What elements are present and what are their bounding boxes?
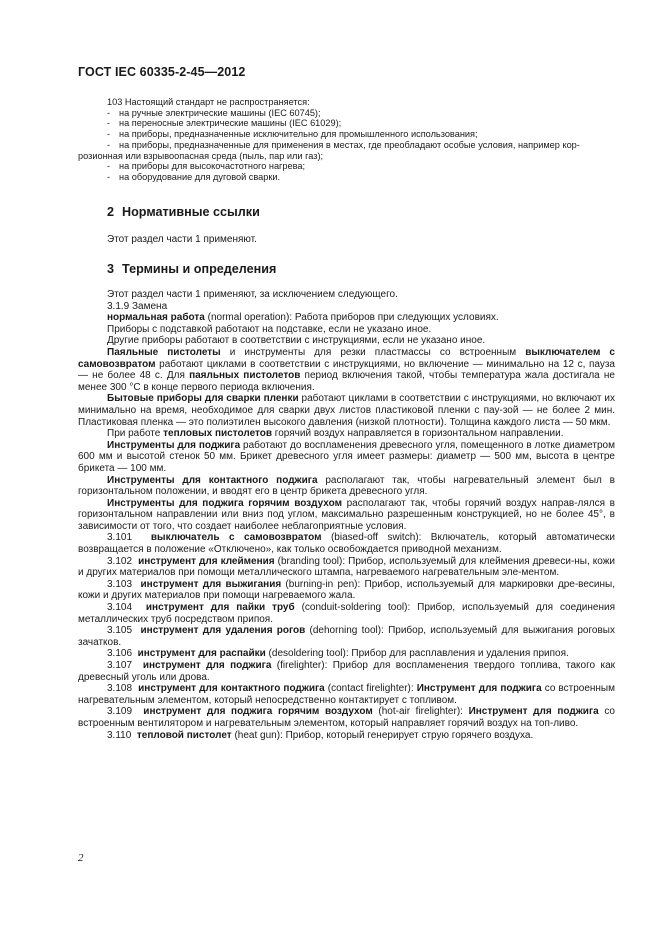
paragraph: Другие приборы работают в соответствии с инструкциями, если не указано иное. — [107, 335, 486, 347]
list-item: - на оборудование для дуговой сварки. — [107, 171, 281, 182]
section-number: 3 — [107, 262, 115, 276]
term: тепловой пистолет — [136, 729, 232, 741]
section-title: Термины и определения — [122, 262, 277, 276]
term: Инструменты для поджига — [107, 439, 241, 451]
term: выключателем с самовозвратом — [78, 346, 615, 370]
definition: 3.104 инструмент для пайки труб (conduit-soldering tool): Прибор, используемый для соединения металлических труб посредством припоя. — [78, 602, 615, 625]
term: Инструменты для поджига горячим воздухом — [107, 497, 342, 509]
term: тепловых пистолетов — [163, 428, 273, 440]
paragraph: Приборы с подставкой работают на подставке, если не указано иное. — [107, 323, 432, 335]
list-item: - на переносные электрические машины (IEC 61029); — [107, 118, 342, 129]
term: инструмент для пайки труб — [145, 602, 295, 614]
definition: 3.103 инструмент для выжигания (burning-in pen): Прибор, используемый для маркировки дре-весины, кожи и других материалов при помощи нагреваемого жала. — [78, 578, 615, 602]
paragraph: Инструменты для контактного поджига располагают так, чтобы нагревательный элемент был в горизонтальном положении, и вводят его в центр брикета древесного угля. — [78, 474, 615, 498]
section-3-heading — [107, 262, 276, 276]
term: выключатель с самовозвратом — [150, 532, 322, 544]
term: инструмент для выжигания — [140, 578, 282, 590]
list-item: - на приборы для высокочастотного нагрева; — [107, 161, 306, 172]
section-2-text: Этот раздел части 1 применяют. — [107, 234, 257, 245]
section-2-heading — [107, 205, 260, 219]
term: инструмент для поджига — [142, 660, 272, 671]
term: нормальная работа — [107, 312, 205, 324]
page-number: 2 — [78, 852, 84, 864]
term: Инструмент для поджига — [468, 706, 599, 718]
list-item: - на приборы, предназначенные исключительно для промышленного использования; — [107, 129, 478, 140]
definition: 3.102 инструмент для клеймения (branding tool): Прибор, используемый для клеймения древеси-ны, кожи и других материалов при помощи металлического штампа, нагреваемого нагревательным эле-ментом. — [78, 555, 615, 579]
list-item-continuation: розионная или взрывоопасная среда (пыль, пар или газ); — [78, 150, 324, 161]
term: Паяльные пистолеты — [107, 346, 221, 358]
scope-intro: 103 Настоящий стандарт не распространяется: — [107, 97, 310, 107]
term: Инструмент для поджига — [416, 683, 542, 695]
definition: 3.106 инструмент для распайки (desoldering tool): Прибор для расплавления и удаления припоя. — [107, 648, 569, 660]
definition: 3.109 инструмент для поджига горячим воздухом (hot-air firelighter): Инструмент для поджига со встроенным вентилятором и нагревательным элементом, который направляет горячий воздух на топ-ливо. — [78, 706, 615, 729]
term: инструмент для клеймения — [138, 555, 275, 567]
paragraph: Инструменты для поджига горячим воздухом располагают так, чтобы горячий воздух направ-лялся в горизонтальном направлении или вниз под углом, максимально разрешенным конструкцией, но не более 45°, в зависимости от того, что создает наиболее неблагоприятные условия. — [78, 497, 615, 532]
term: Бытовые приборы для сварки пленки — [107, 393, 299, 405]
list-item: - на приборы, предназначенные для применения в местах, где преобладают особые условия, например кор- — [107, 139, 580, 150]
definition: 3.110 тепловой пистолет (heat gun): Прибор, который генерирует струю горячего воздуха. — [107, 729, 534, 741]
paragraph: Бытовые приборы для сварки пленки работают циклами в соответствии с инструкциями, но включают их минимально на время, необходимое для сварки двух листов пластиковой пленки с пау-зой — не более 2 мин. Пластиковая пленка — это полиэтилен высокого давления (низкой плотности). Толщина каждого листа — 50 мкм. — [78, 393, 615, 428]
paragraph: Этот раздел части 1 применяют, за исключением следующего. — [107, 289, 398, 300]
section-number: 2 — [107, 205, 115, 219]
paragraph: нормальная работа (normal operation): Работа приборов при следующих условиях. — [107, 312, 499, 324]
paragraph: При работе тепловых пистолетов горячий воздух направляется в горизонтальном направлении. — [107, 428, 564, 440]
term: инструмент для распайки — [137, 648, 266, 660]
scope-block — [78, 97, 615, 183]
term: паяльных пистолетов — [189, 370, 301, 382]
definition: 3.101 выключатель с самовозвратом (biased-off switch): Включатель, который автоматически возвращается в положение «Отключено», как только освобождается приводной механизм. — [78, 532, 615, 556]
term: инструмент для поджига горячим воздухом — [143, 706, 373, 718]
paragraph: 3.1.9 Замена — [107, 300, 168, 312]
paragraph: Инструменты для поджига работают до воспламенения древесного угля, помещенного в лотке диаметром 600 мм и высотой стенок 50 мм. Брикет древесного угля имеет размеры: диаметр — 500 мм, высота в центре брикета — 100 мм. — [78, 439, 615, 474]
section-title: Нормативные ссылки — [122, 205, 260, 219]
term: инструмент для удаления рогов — [140, 625, 306, 637]
definition: 3.107 инструмент для поджига (firelighter): Прибор для воспламенения твердого топлива, такого как древесный уголь или дрова. — [78, 660, 616, 683]
definition: 3.108 инструмент для контактного поджига (contact firelighter): Инструмент для поджига со встроенным нагревательным элементом, который непосредственно контактирует с топливом. — [78, 683, 615, 706]
paragraph: Паяльные пистолеты и инструменты для резки пластмассы со встроенным выключателем с самовозвратом работают циклами в соответствии с инструкциями, но включение — минимально на 12 с, пауза — не более 48 с. Для паяльных пистолетов период включения такой, чтобы температура жала достигала не менее 300 °С в конце первого периода включения. — [78, 346, 615, 393]
definition: 3.105 инструмент для удаления рогов (dehorning tool): Прибор, используемый для выжигания роговых зачатков. — [78, 625, 615, 648]
document-header: ГОСТ IEC 60335-2-45—2012 — [78, 65, 246, 79]
list-item: - на ручные электрические машины (IEC 60745); — [107, 107, 321, 118]
section-3-body — [78, 289, 615, 741]
term: Инструменты для контактного поджига — [107, 474, 318, 486]
term: инструмент для контактного поджига — [138, 683, 325, 695]
